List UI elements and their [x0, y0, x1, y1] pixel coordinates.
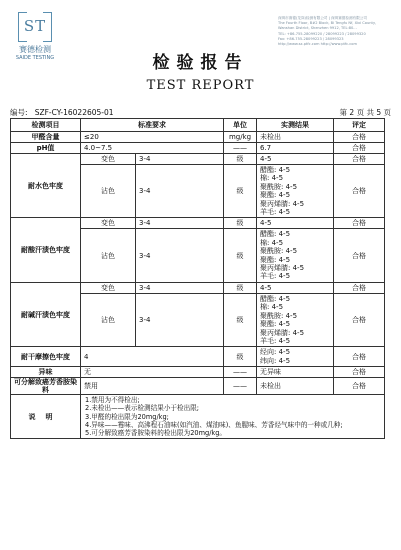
- table-row: [11, 378, 385, 395]
- unit-cell: 级: [224, 165, 257, 218]
- result-cell: 4-5: [257, 282, 334, 293]
- note-line: 1.禁用为不得检出;: [85, 396, 140, 405]
- result-line: 羊毛: 4-5: [260, 208, 291, 217]
- item-cell: 耐水色牢度: [11, 154, 81, 218]
- result-cell: 无异味: [257, 367, 334, 378]
- unit-cell: 级: [224, 293, 257, 346]
- note-line: 5.可分解致癌芳香胺染料的检出限为20mg/kg。: [85, 428, 227, 437]
- item-cell: 耐酸汗渍色牢度: [11, 218, 81, 282]
- notes-label: 说明: [11, 395, 81, 439]
- note-line: 3.甲醛的检出限为20mg/kg;: [85, 412, 169, 421]
- subitem-cell: 沾色: [81, 165, 136, 218]
- result-cell: 6.7: [257, 143, 334, 154]
- grade-cell: 合格: [334, 154, 385, 165]
- header-item: 检测项目: [11, 119, 81, 132]
- result-line: 聚酯: 4-5: [260, 320, 291, 329]
- requirement-cell: 4: [81, 347, 224, 367]
- table-row: [11, 143, 385, 154]
- result-line: 聚酰胺: 4-5: [260, 247, 298, 256]
- table-row: [11, 132, 385, 143]
- report-number: [10, 107, 114, 118]
- item-cell: 异味: [11, 367, 81, 378]
- grade-cell: 合格: [334, 229, 385, 282]
- table-header-row: [11, 119, 385, 132]
- requirement-cell: 4.0~7.5: [81, 143, 224, 154]
- report-title-en: TEST REPORT: [146, 78, 255, 93]
- table-row: [11, 282, 385, 293]
- result-line: 醋酯: 4-5: [260, 294, 291, 303]
- result-line: 聚酰胺: 4-5: [260, 182, 298, 191]
- company-line: Fax: +86-755-28099223 / 28099323: [278, 36, 344, 41]
- requirement-cell: 无: [81, 367, 224, 378]
- result-line: 醋酯: 4-5: [260, 166, 291, 174]
- report-number-value: SZF-CY-16022605-01: [34, 108, 114, 117]
- unit-cell: 级: [224, 347, 257, 367]
- result-line: 聚酯: 4-5: [260, 255, 291, 264]
- unit-cell: mg/kg: [224, 132, 257, 143]
- result-line: 羊毛: 4-5: [260, 336, 291, 345]
- item-cell: 耐干摩擦色牢度: [11, 347, 81, 367]
- logo-name-cn: 赛德检测: [19, 45, 51, 54]
- requirement-cell: 3-4: [136, 293, 224, 346]
- grade-cell: 合格: [334, 347, 385, 367]
- result-line: 棉: 4-5: [260, 174, 284, 183]
- unit-cell: ——: [224, 143, 257, 154]
- company-line: 深圳市赛德(龙岗)检测有限公司 | 深圳赛德检测有限公司: [278, 16, 367, 20]
- header-result: 实测结果: [257, 119, 334, 132]
- subitem-cell: 变色: [81, 282, 136, 293]
- report-title-cn: 检验报告: [152, 53, 249, 73]
- result-line: 聚丙烯腈: 4-5: [260, 264, 305, 273]
- requirement-cell: ≤20: [81, 132, 224, 143]
- subitem-cell: 沾色: [81, 229, 136, 282]
- unit-cell: 级: [224, 282, 257, 293]
- grade-cell: 合格: [334, 293, 385, 346]
- unit-cell: ——: [224, 367, 257, 378]
- notes-row: [11, 395, 385, 439]
- result-line: 聚丙烯腈: 4-5: [260, 199, 305, 208]
- unit-cell: ——: [224, 378, 257, 395]
- header-requirement: 标准要求: [81, 119, 224, 132]
- header-unit: 单位: [224, 119, 257, 132]
- result-list-cell: [257, 229, 334, 282]
- item-cell: 可分解致癌芳香胺染料: [11, 378, 81, 395]
- report-number-label: 编号:: [10, 108, 28, 117]
- subitem-cell: 变色: [81, 154, 136, 165]
- unit-cell: 级: [224, 154, 257, 165]
- item-cell: 耐碱汗渍色牢度: [11, 282, 81, 346]
- result-cell: 未检出: [257, 378, 334, 395]
- requirement-cell: 3-4: [136, 165, 224, 218]
- result-list-cell: [257, 165, 334, 218]
- requirement-cell: 3-4: [136, 218, 224, 229]
- unit-cell: 级: [224, 229, 257, 282]
- page-indicator: 第 2 页 共 5 页: [339, 108, 391, 117]
- logo-mark-text: ST: [23, 17, 47, 35]
- result-line: 经向: 4-5: [260, 348, 291, 357]
- company-line: Wanshan District, Shenzhen 9912, TEL:80...: [278, 26, 357, 31]
- company-line: TEL: +86-755-28099220 / 28099223 / 28099320: [278, 31, 366, 36]
- result-line: 棉: 4-5: [260, 238, 284, 247]
- table-row: [11, 154, 385, 165]
- requirement-cell: 禁用: [81, 378, 224, 395]
- result-cell: 4-5: [257, 154, 334, 165]
- grade-cell: 合格: [334, 165, 385, 218]
- result-line: 纬向: 4-5: [260, 356, 291, 365]
- result-line: 棉: 4-5: [260, 303, 284, 312]
- notes-cell: [81, 395, 385, 439]
- table-row: [11, 218, 385, 229]
- grade-cell: 合格: [334, 132, 385, 143]
- note-line: 4.异味——霉味、高沸程石油味(如汽油、煤油味)、鱼腥味、芳香烃气味中的一种或几种;: [85, 420, 343, 429]
- result-line: 聚酰胺: 4-5: [260, 311, 298, 320]
- company-line: The Fourth Floor, B#2 Block, Bi Tengfu Nf, Xixi County,: [278, 21, 377, 26]
- result-line: 醋酯: 4-5: [260, 230, 291, 239]
- logo-mark: [18, 12, 52, 42]
- item-cell: 甲醛含量: [11, 132, 81, 143]
- grade-cell: 合格: [334, 218, 385, 229]
- result-line: 聚丙烯腈: 4-5: [260, 328, 305, 337]
- result-line: 羊毛: 4-5: [260, 272, 291, 281]
- header-grade: 评定: [334, 119, 385, 132]
- requirement-cell: 3-4: [136, 282, 224, 293]
- result-list-cell: [257, 347, 334, 367]
- grade-cell: 合格: [334, 282, 385, 293]
- result-cell: 未检出: [257, 132, 334, 143]
- table-row: [11, 367, 385, 378]
- grade-cell: 合格: [334, 367, 385, 378]
- subitem-cell: 变色: [81, 218, 136, 229]
- logo-name-en: SAIDE TESTING: [15, 55, 55, 61]
- item-cell: pH值: [11, 143, 81, 154]
- result-list-cell: [257, 293, 334, 346]
- company-line: http://www.sz-ptfc.com http://www.ptfc.com: [278, 42, 357, 47]
- result-cell: 4-5: [257, 218, 334, 229]
- company-info: [278, 16, 396, 47]
- table-row: [11, 347, 385, 367]
- note-line: 2.未检出——表示检测结果小于检出限;: [85, 404, 200, 413]
- unit-cell: 级: [224, 218, 257, 229]
- requirement-cell: 3-4: [136, 154, 224, 165]
- subitem-cell: 沾色: [81, 293, 136, 346]
- grade-cell: 合格: [334, 143, 385, 154]
- requirement-cell: 3-4: [136, 229, 224, 282]
- results-table: [10, 118, 385, 439]
- result-line: 聚酯: 4-5: [260, 191, 291, 200]
- grade-cell: 合格: [334, 378, 385, 395]
